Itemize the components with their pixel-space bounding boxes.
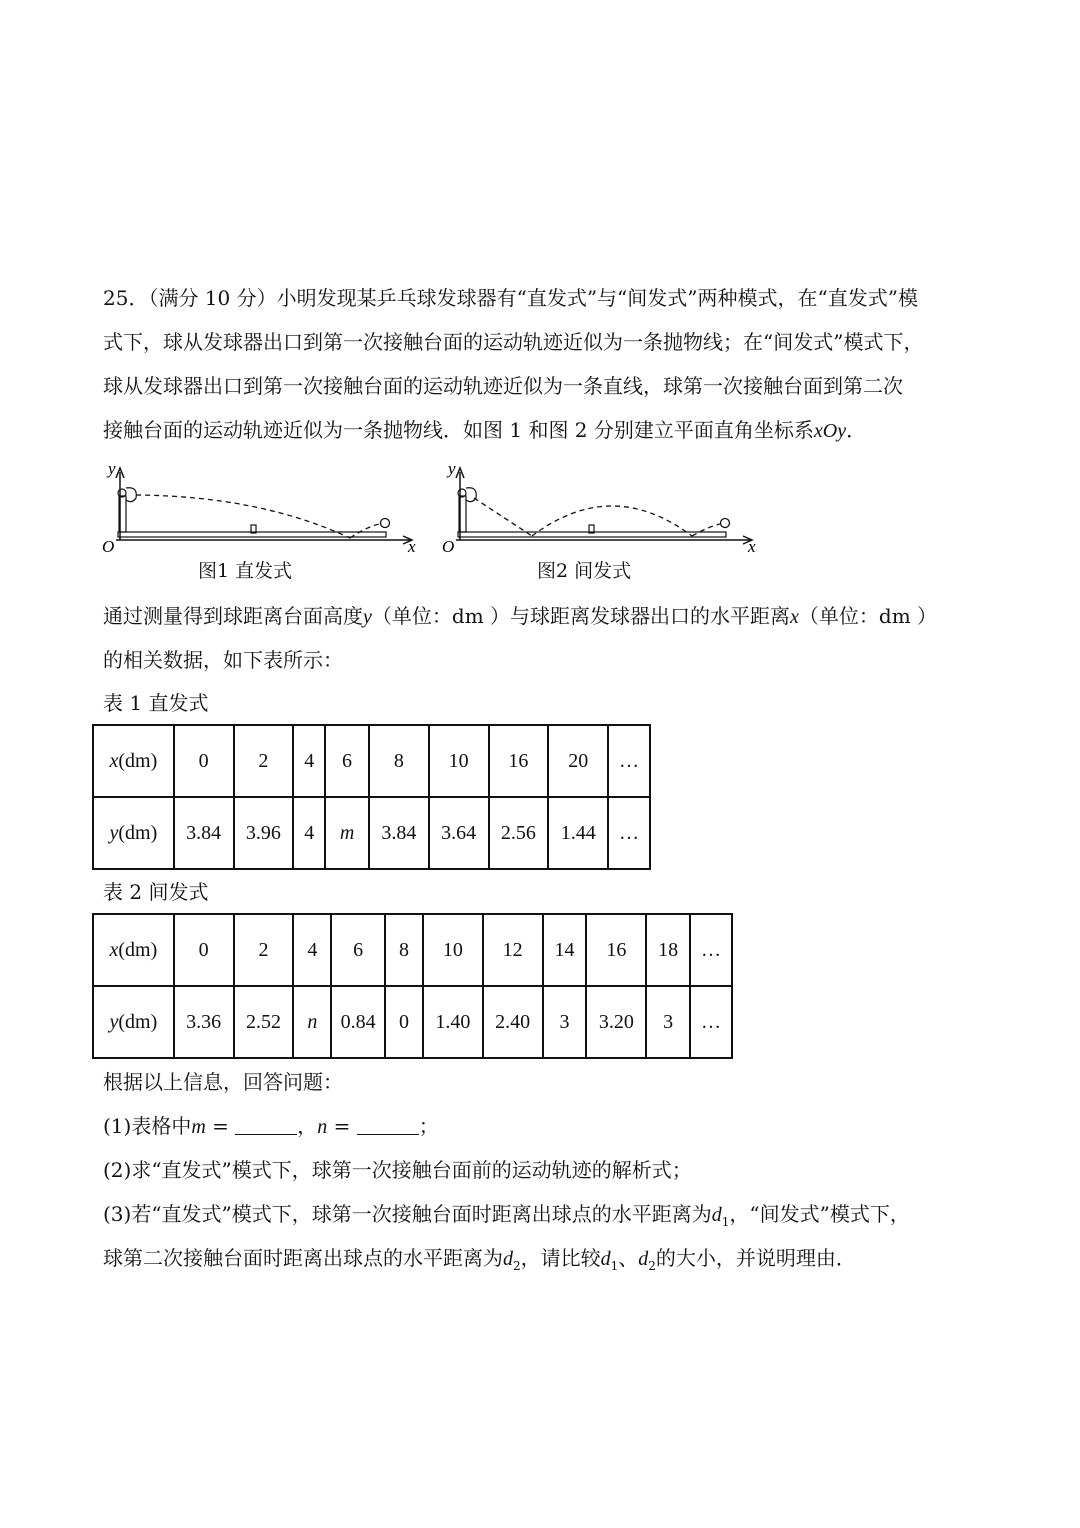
table-2-y-cell: 3.20 — [586, 986, 646, 1058]
fig2-x-axis-label: x — [748, 537, 756, 554]
table-2-y-cell-unknown-n: n — [293, 986, 331, 1058]
table-2-y-header: y(dm) — [93, 986, 174, 1058]
table-1-x-header: x(dm) — [93, 725, 174, 797]
table-1-x-cell: 4 — [293, 725, 325, 797]
table-1-y-cell: 2.56 — [489, 797, 549, 869]
table-2-interval-mode — [92, 913, 733, 1059]
table-2-x-cell: 16 — [586, 914, 646, 986]
table-2-x-cell: … — [690, 914, 732, 986]
table-row — [93, 725, 650, 797]
table-2-x-cell: 6 — [331, 914, 385, 986]
question-line-4: 接触台面的运动轨迹近似为一条抛物线．如图 1 和图 2 分别建立平面直角坐标系xOy． — [103, 418, 867, 442]
table-1-y-cell-unknown-m: m — [325, 797, 369, 869]
measurement-line-2: 的相关数据，如下表所示： — [103, 648, 343, 672]
table-1-title: 表 1 直发式 — [103, 691, 209, 715]
table-2-x-cell: 10 — [423, 914, 483, 986]
question-3-line-2: 球第二次接触台面时距离出球点的水平距离为$d_2$，请比较$d_1$、$d_2$的大小，并说明理由． — [103, 1246, 856, 1273]
figure-1-direct-mode — [100, 458, 430, 554]
table-2-y-cell: 0.84 — [331, 986, 385, 1058]
table-row — [93, 797, 650, 869]
fig1-origin-label: O — [102, 537, 115, 554]
table-2-y-cell: 3 — [646, 986, 690, 1058]
question-line-2: 式下，球从发球器出口到第一次接触台面的运动轨迹近似为一条抛物线；在“间发式”模式下， — [103, 330, 924, 354]
fig2-origin-label: O — [442, 537, 455, 554]
table-2-y-cell: … — [690, 986, 732, 1058]
table-row — [93, 914, 732, 986]
table-1-y-header: y(dm) — [93, 797, 174, 869]
table-2-y-cell: 2.40 — [483, 986, 543, 1058]
table-1-y-cell: 4 — [293, 797, 325, 869]
table-2-y-cell: 1.40 — [423, 986, 483, 1058]
figure-2-interval-mode — [440, 458, 770, 554]
figure-2-caption: 图2 间发式 — [537, 560, 632, 582]
table-2-y-cell: 2.52 — [234, 986, 294, 1058]
answer-blank-m — [235, 1116, 297, 1135]
table-2-x-cell: 18 — [646, 914, 690, 986]
answer-intro: 根据以上信息，回答问题： — [103, 1070, 343, 1094]
table-1-y-cell: 3.84 — [369, 797, 429, 869]
table-2-title: 表 2 间发式 — [103, 880, 209, 904]
table-2-y-cell: 3.36 — [174, 986, 234, 1058]
table-1-x-cell: 6 — [325, 725, 369, 797]
table-row — [93, 986, 732, 1058]
table-2-x-header: x(dm) — [93, 914, 174, 986]
table-1-x-cell: 20 — [548, 725, 608, 797]
fig1-y-axis-label: y — [108, 459, 116, 478]
fig2-y-axis-label: y — [448, 459, 456, 478]
question-3-line-1: (3)若“直发式”模式下，球第一次接触台面时距离出球点的水平距离为$d_1$，“间发式”模式下， — [103, 1202, 910, 1229]
table-1-x-cell: 8 — [369, 725, 429, 797]
table-1-x-cell: … — [608, 725, 650, 797]
table-1-y-cell: 3.64 — [429, 797, 489, 869]
table-2-x-cell: 0 — [174, 914, 234, 986]
table-2-x-cell: 8 — [385, 914, 423, 986]
coordinate-system-label: xOy — [813, 420, 847, 442]
question-2: (2)求“直发式”模式下，球第一次接触台面前的运动轨迹的解析式； — [103, 1158, 692, 1182]
table-1-direct-mode — [92, 724, 651, 870]
table-1-x-cell: 10 — [429, 725, 489, 797]
table-2-y-cell: 3 — [543, 986, 587, 1058]
table-1-y-cell: 3.84 — [174, 797, 234, 869]
table-1-x-cell: 0 — [174, 725, 234, 797]
table-1-y-cell: … — [608, 797, 650, 869]
table-2-x-cell: 4 — [293, 914, 331, 986]
table-2-x-cell: 12 — [483, 914, 543, 986]
table-1-x-cell: 16 — [489, 725, 549, 797]
figure-1-caption: 图1 直发式 — [198, 560, 293, 582]
question-1: (1)表格中m = ，n = ； — [103, 1114, 439, 1138]
answer-blank-n — [357, 1116, 419, 1135]
table-2-x-cell: 14 — [543, 914, 587, 986]
table-2-y-cell: 0 — [385, 986, 423, 1058]
question-line-3: 球从发球器出口到第一次接触台面的运动轨迹近似为一条直线，球第一次接触台面到第二次 — [103, 374, 903, 398]
table-1-y-cell: 3.96 — [234, 797, 294, 869]
table-1-x-cell: 2 — [234, 725, 294, 797]
fig1-x-axis-label: x — [408, 537, 416, 554]
table-1-y-cell: 1.44 — [548, 797, 608, 869]
measurement-line-1: 通过测量得到球距离台面高度y（单位：dm ）与球距离发球器出口的水平距离x（单位：dm ） — [103, 604, 938, 628]
table-2-x-cell: 2 — [234, 914, 294, 986]
question-line-1: 25．（满分 10 分）小明发现某乒乓球发球器有“直发式”与“间发式”两种模式，在“直发式”模 — [103, 286, 918, 310]
